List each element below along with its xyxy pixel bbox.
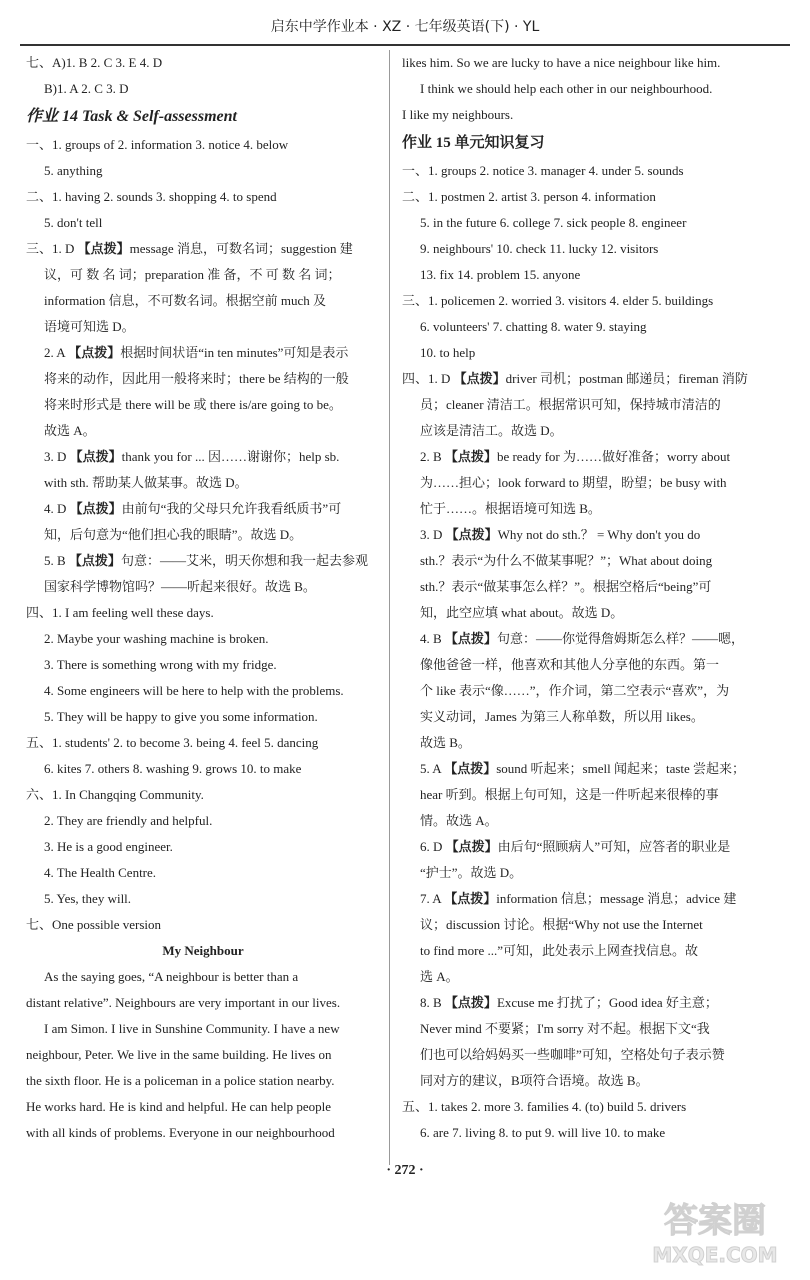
answer-line: 4. The Health Centre. [44, 865, 157, 880]
answer-line: 故选 A。 [44, 423, 96, 438]
answer-line: with sth. 帮助某人做某事。故选 D。 [44, 475, 248, 490]
answer-line: 七、One possible version [26, 917, 162, 932]
essay-line: distant relative”. Neighbours are very important in our lives. [26, 995, 341, 1010]
answer-line: 七、A)1. B 2. C 3. E 4. D [26, 55, 163, 70]
answer-line: 4. D 【点拨】由前句“我的父母只允许我看纸质书”可 [44, 501, 342, 516]
watermark-logo [640, 1190, 790, 1270]
hint-marker: 【点拨】 [69, 449, 122, 464]
answer-line: 4. Some engineers will be here to help with the problems. [44, 683, 344, 698]
answer-line: 3. There is something wrong with my fridge. [44, 657, 277, 672]
essay-line: As the saying goes, “A neighbour is better than a [44, 969, 299, 984]
page-header [20, 12, 790, 46]
essay-line: the sixth floor. He is a policeman in a police station nearby. [26, 1073, 335, 1088]
hint-marker: 【点拨】 [444, 449, 497, 464]
answer-line: hear 听到。根据上句可知，这是一件听起来很棒的事 [420, 787, 719, 802]
answer-line: 情。故选 A。 [420, 813, 498, 828]
answer-line: 5. in the future 6. college 7. sick people 8. engineer [420, 215, 687, 230]
answer-line: 一、1. groups 2. notice 3. manager 4. under 5. sounds [402, 163, 684, 178]
essay-line: I like my neighbours. [402, 107, 514, 122]
essay-line: likes him. So we are lucky to have a nice neighbour like him. [402, 55, 721, 70]
answer-line: 6. kites 7. others 8. washing 9. grows 10. to make [44, 761, 302, 776]
answer-line: 像他爸爸一样，他喜欢和其他人分享他的东西。第一 [420, 657, 720, 672]
hint-marker: 【点拨】 [444, 995, 497, 1010]
page-number: · 272 · [386, 1163, 424, 1178]
answer-line: sth.？表示“做某事怎么样？”。根据空格后“being”可 [420, 579, 712, 594]
answer-line: 个 like 表示“像……”，作介词，第二空表示“喜欢”，为 [420, 683, 730, 698]
answer-line: 5. don't tell [44, 215, 103, 230]
essay-line: He works hard. He is kind and helpful. He can help people [26, 1099, 332, 1114]
hint-marker: 【点拨】 [453, 371, 506, 386]
answer-line: 13. fix 14. problem 15. anyone [420, 267, 581, 282]
answer-line: information 信息，不可数名词。根据空前 much 及 [44, 293, 327, 308]
answer-line: 六、1. In Changqing Community. [26, 787, 204, 802]
answer-line: 同对方的建议，B项符合语境。故选 B。 [420, 1073, 649, 1088]
answer-line: sth.？表示“为什么不做某事呢？”；What about doing [420, 553, 713, 568]
watermark-url: MXQE.COM [652, 1243, 778, 1267]
answer-line: 语境可知选 D。 [44, 319, 135, 334]
answer-line: 3. He is a good engineer. [44, 839, 173, 854]
answer-line: 2. A 【点拨】根据时间状语“in ten minutes”可知是表示 [44, 345, 349, 360]
answer-line: 选 A。 [420, 969, 459, 984]
answer-line: “护士”。故选 D。 [420, 865, 523, 880]
answer-line: to find more ...”可知，此处表示上网查找信息。故 [420, 943, 699, 958]
answer-line: 一、1. groups of 2. information 3. notice 4. below [26, 137, 289, 152]
homework-14-title: 作业 14 Task & Self-assessment [26, 108, 237, 125]
answer-line: 6. volunteers' 7. chatting 8. water 9. staying [420, 319, 647, 334]
answer-line: 四、1. I am feeling well these days. [26, 605, 214, 620]
essay-line: I am Simon. I live in Sunshine Community. I have a new [44, 1021, 340, 1036]
hint-marker: 【点拨】 [69, 501, 122, 516]
header-rule [20, 44, 790, 46]
answer-line: 2. B 【点拨】be ready for 为……做好准备；worry about [420, 449, 731, 464]
header-title: 启东中学作业本 · XZ · 七年级英语(下) · YL [270, 19, 540, 35]
hint-marker: 【点拨】 [68, 553, 121, 568]
answer-line: 应该是清洁工。故选 D。 [420, 423, 563, 438]
answer-line: 三、1. policemen 2. worried 3. visitors 4. elder 5. buildings [402, 293, 714, 308]
answer-line: 3. D 【点拨】Why not do sth.？ = Why don't you do [420, 527, 701, 542]
answer-line: 知，此空应填 what about。故选 D。 [420, 605, 624, 620]
hint-marker: 【点拨】 [68, 345, 121, 360]
answer-line: 议，可 数 名 词；preparation 准 备，不 可 数 名 词； [44, 267, 341, 282]
hint-marker: 【点拨】 [77, 241, 130, 256]
answer-line: 知，后句意为“他们担心我的眼睛”。故选 D。 [44, 527, 303, 542]
answer-line: 5. B 【点拨】句意：——艾米，明天你想和我一起去参观 [44, 553, 368, 568]
answer-line: 8. B 【点拨】Excuse me 打扰了；Good idea 好主意； [420, 995, 718, 1010]
answer-line: 为……担心；look forward to 期望，盼望；be busy with [420, 475, 727, 490]
answer-line: 国家科学博物馆吗？——听起来很好。故选 B。 [44, 579, 316, 594]
answer-line: 10. to help [420, 345, 476, 360]
answer-line: 6. D 【点拨】由后句“照顾病人”可知，应答者的职业是 [420, 839, 731, 854]
answer-line: 们也可以给妈妈买一些咖啡”可知，空格处句子表示赞 [420, 1047, 725, 1062]
answer-line: 五、1. takes 2. more 3. families 4. (to) build 5. drivers [402, 1099, 687, 1114]
answer-line: 2. They are friendly and helpful. [44, 813, 213, 828]
right-column [402, 50, 758, 1146]
essay-title: My Neighbour [162, 943, 244, 958]
answer-line: 二、1. having 2. sounds 3. shopping 4. to spend [26, 189, 277, 204]
answer-line: 7. A 【点拨】information 信息；message 消息；advice 建 [420, 891, 737, 906]
answer-line: 忙于……。根据语境可知选 B。 [420, 501, 601, 516]
answer-line: 二、1. postmen 2. artist 3. person 4. information [402, 189, 656, 204]
answer-line: 5. anything [44, 163, 103, 178]
column-divider [389, 50, 390, 1165]
hint-marker: 【点拨】 [444, 891, 497, 906]
answer-line: Never mind 不要紧；I'm sorry 对不起。根据下文“我 [420, 1021, 710, 1036]
answer-line: 实义动词，James 为第三人称单数，所以用 likes。 [420, 709, 704, 724]
answer-line: 四、1. D 【点拨】driver 司机；postman 邮递员；fireman 消防 [402, 371, 748, 386]
answer-line: 2. Maybe your washing machine is broken. [44, 631, 269, 646]
answer-line: 9. neighbours' 10. check 11. lucky 12. visitors [420, 241, 659, 256]
answer-line: 5. They will be happy to give you some information. [44, 709, 318, 724]
answer-line: 五、1. students' 2. to become 3. being 4. feel 5. dancing [26, 735, 319, 750]
answer-line: 4. B 【点拨】句意：——你觉得詹姆斯怎么样？——嗯， [420, 631, 744, 646]
hint-marker: 【点拨】 [444, 631, 497, 646]
answer-line: 三、1. D 【点拨】message 消息，可数名词；suggestion 建 [26, 241, 353, 256]
answer-line: 将来的动作，因此用一般将来时；there be 结构的一般 [44, 371, 349, 386]
essay-line: I think we should help each other in our neighbourhood. [420, 81, 713, 96]
answer-line: 5. A 【点拨】sound 听起来；smell 闻起来；taste 尝起来； [420, 761, 746, 776]
essay-line: with all kinds of problems. Everyone in our neighbourhood [26, 1125, 335, 1140]
answer-line: 议；discussion 讨论。根据“Why not use the Internet [420, 917, 703, 932]
left-column [26, 50, 380, 1146]
hint-marker: 【点拨】 [445, 839, 498, 854]
watermark-text: 答案圈 [664, 1201, 766, 1241]
answer-line: 3. D 【点拨】thank you for ... 因……谢谢你；help sb. [44, 449, 340, 464]
answer-line: 员；cleaner 清洁工。根据常识可知，保持城市清洁的 [420, 397, 721, 412]
hint-marker: 【点拨】 [445, 527, 498, 542]
answer-line: 6. are 7. living 8. to put 9. will live 10. to make [420, 1125, 666, 1140]
hint-marker: 【点拨】 [444, 761, 497, 776]
answer-line: 故选 B。 [420, 735, 471, 750]
answer-line: B)1. A 2. C 3. D [44, 81, 129, 96]
essay-line: neighbour, Peter. We live in the same building. He lives on [26, 1047, 332, 1062]
answer-line: 5. Yes, they will. [44, 891, 132, 906]
homework-15-title: 作业 15 单元知识复习 [402, 135, 545, 151]
answer-line: 将来时形式是 there will be 或 there is/are going to be。 [44, 397, 342, 412]
